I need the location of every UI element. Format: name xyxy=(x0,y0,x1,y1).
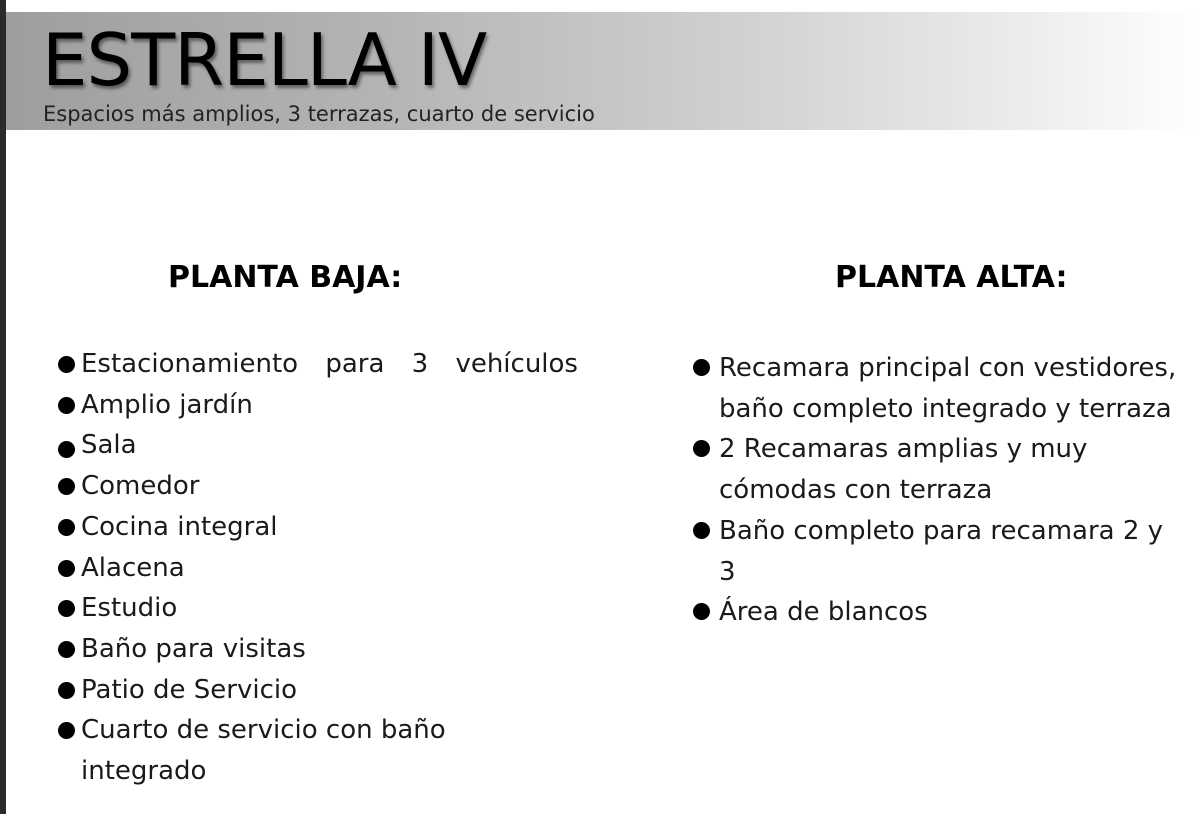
list-item-text: Cocina integral xyxy=(81,511,278,542)
list-item-text: Amplio jardín xyxy=(81,389,253,420)
planta-baja-list xyxy=(56,344,616,792)
list-item-text: Alacena xyxy=(81,552,185,583)
bullet-icon xyxy=(58,356,75,373)
bullet-icon xyxy=(58,441,75,458)
list-item-text: Patio de Servicio xyxy=(81,674,298,705)
list-item xyxy=(56,507,616,548)
planta-alta-heading: PLANTA ALTA: xyxy=(835,260,1068,295)
list-item-text: Cuarto de servicio con baño xyxy=(81,715,446,746)
list-item-word: para xyxy=(325,349,385,379)
list-item xyxy=(56,548,616,589)
bullet-icon xyxy=(58,478,75,495)
list-item-word: Estacionamiento xyxy=(81,349,299,379)
list-item-line: 3 xyxy=(719,556,736,587)
list-item-text: Baño para visitas xyxy=(81,633,306,664)
list-item xyxy=(56,710,616,791)
bullet-icon xyxy=(58,560,75,577)
list-item xyxy=(56,670,616,711)
planta-baja-heading: PLANTA BAJA: xyxy=(168,260,403,295)
list-item-word: vehículos xyxy=(455,349,578,379)
bullet-icon xyxy=(58,397,75,414)
bullet-icon xyxy=(693,603,710,620)
list-item-text: Estudio xyxy=(81,593,178,624)
list-item-line: Recamara principal con vestidores, xyxy=(719,353,1177,383)
planta-alta-list xyxy=(692,348,1197,633)
list-item-text: Sala xyxy=(81,430,137,461)
list-item-justified-text xyxy=(81,344,578,385)
list-item xyxy=(56,385,616,426)
list-item xyxy=(692,348,1197,429)
list-item xyxy=(692,592,1197,633)
list-item xyxy=(56,588,616,629)
bullet-icon xyxy=(693,359,710,376)
page-title: ESTRELLA IV xyxy=(42,18,487,102)
list-item-line: baño completo integrado y terraza xyxy=(719,393,1172,424)
list-item xyxy=(56,629,616,670)
list-item xyxy=(692,511,1197,592)
list-item-line: 2 Recamaras amplias y muy xyxy=(719,434,1088,465)
list-item-word: 3 xyxy=(411,349,429,379)
list-item xyxy=(56,425,616,466)
bullet-icon xyxy=(58,682,75,699)
list-item xyxy=(56,466,616,507)
bullet-icon xyxy=(58,600,75,617)
list-item-line: Baño completo para recamara 2 y xyxy=(719,515,1164,546)
list-item-line: Área de blancos xyxy=(719,597,928,628)
page-subtitle: Espacios más amplios, 3 terrazas, cuarto de servicio xyxy=(43,102,595,126)
list-item-line: cómodas con terraza xyxy=(719,475,993,506)
bullet-icon xyxy=(693,440,710,457)
bullet-icon xyxy=(58,641,75,658)
bullet-icon xyxy=(58,722,75,739)
list-item xyxy=(692,429,1197,510)
list-item xyxy=(56,344,616,385)
top-strip xyxy=(6,0,1200,12)
bullet-icon xyxy=(58,519,75,536)
list-item-text-continued: integrado xyxy=(81,756,207,787)
bullet-icon xyxy=(693,522,710,539)
list-item-text: Comedor xyxy=(81,471,200,502)
